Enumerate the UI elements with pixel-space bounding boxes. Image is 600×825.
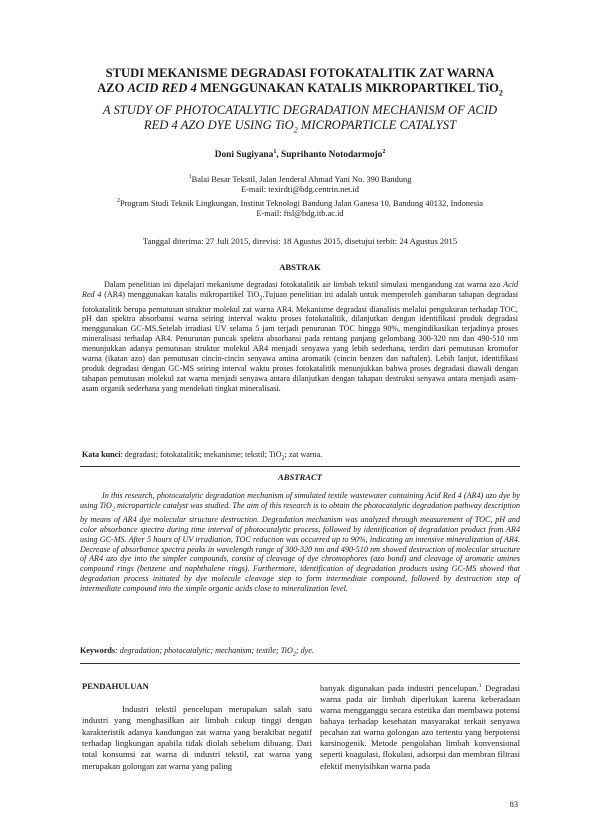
title-en-line-2: RED 4 AZO DYE USING TiO$_2$ MICROPARTICLE CATALYST (143, 118, 457, 135)
author-2: Suprihanto Notodarmojo (281, 150, 383, 161)
divider-rule (80, 466, 520, 467)
abstract-body: In this research, photocatalytic degradation mechanism of simulated textile wastewater containing Acid Red 4 (AR4) azo dye by using TiO$_2$ microparticle catalyst was studied. The aim of this research is to obtain the photocatalytic degradation pathway description by means of AR4 dye molecular structure destruction. Degradation mechanism was analyzed through measurement of TOC, pH and color absorbance spectra during time interval of photocatalytic process, followed by identification of degradation product from AR4 using GC-MS. After 5 hours of UV irradiation, TOC reduction was occurred up to 90%, indicating an intensive mineralization of AR4. Decrease of absorbance spectra peaks in wavelength range of 300-320 nm and 490-510 nm showed destruction of molecular structure of AR4 azo dye into the simpler compounds, consist of cleavage of dye chromophores (azo bond) and cleavage of aromatic amines compound rings (benzene and naphthalene rings). Furthermore, identification of degradation products using GC-MS showed that degradation process initiated by dye molecule cleavage step to form intermediate compound, followed by destruction step of intermediate compound into the simple organic acids close to mineralization level. (80, 491, 520, 593)
kata-kunci: Kata kunci: degradasi; fotokatalitik; mekanisme; tekstil; TiO$_2$; zat warna. (82, 450, 323, 462)
title-en-line-1: A STUDY OF PHOTOCATALYTIC DEGRADATION MECHANISM OF ACID (102, 103, 498, 117)
divider-rule-2 (80, 663, 520, 664)
submission-dates: Tanggal diterima: 27 Juli 2015, direvisi: 18 Agustus 2015, disetujui terbit: 24 Agustus 2015 (142, 236, 458, 246)
abstrak-body: Dalam penelitian ini dipelajari mekanisme degradasi fotokatalitik air limbah tekstil simulasi mengandung zat warna azo Acid Red 4 (AR4) menggunakan katalis mikropartikel TiO$_2$.Tujuan penelitian ini adalah untuk memperoleh gambaran tahapan degradasi fotokatalitik berupa pemutusan struktur molekul zat warna AR4. Mekanisme degradasi dianalisis melalui pengukuran terhadap TOC, pH dan spektra absorbansi warna seiring interval waktu proses fotokatalitik, dilanjutkan dengan identifikasi produk degradasi menggunakan GC-MS.Setelah irradiasi UV selama 5 jam terjadi penurunan TOC hingga 90%, mengindikasikan terjadinya proses mineralisasi terhadap AR4. Penurunan puncak spektra absorbansi pada rentang panjang gelombang 300-320 nm dan 490-510 nm menunjukkan adanya pemutusan struktur molekul AR4 menjadi senyawa yang lebih sederhana, terdiri dari pemutusan kromofor warna (ikatan azo) dan pemutusan cincin-cincin senyawa amina aromatik (cincin benzen dan naftalen). Lebih lanjut, identifikasi produk degradasi dengan GC-MS seiring interval waktu proses fotokatalitik menunjukkan bahwa proses degradasi diawali dengan tahapan pemutusan molekul zat warna menjadi senyawa antara dilanjutkan dengan tahapan destruksi senyawa antara menjadi asam-asam organik sederhana yang mendekati tingkat mineralisasi. (82, 280, 518, 394)
section-heading-pendahuluan: PENDAHULUAN (82, 681, 149, 691)
kata-kunci-label: Kata kunci (82, 450, 121, 459)
keywords-label: Keywords (80, 646, 116, 655)
title-id-line-2: AZO ACID RED 4 MENGGUNAKAN KATALIS MIKROPARTIKEL TiO$_2$ (97, 81, 503, 98)
paper-title-indonesian (40, 66, 560, 101)
affiliation-1-email: E-mail: texirdti@bdg.centrin.net.id (241, 185, 359, 195)
intro-left-column: Industri tekstil pencelupan merupakan salah satu industri yang menghasilkan air limbah cukup tinggi dengan karakteristik adanya kandungan zat warna yang berakibat negatif terhadap lingkungan apabila tidak diolah sebelum dibuang. Dari total konsumsi zat warna di industri tekstil, zat warna yang merupakan golongan zat warna yang paling (82, 704, 312, 771)
keywords: Keywords: degradation; photocatalytic; mechanism; textile; TiO$_2$; dye. (80, 646, 314, 658)
abstrak-heading: ABSTRAK (279, 262, 321, 272)
abstract-heading: ABSTRACT (278, 472, 322, 482)
paper-title-english (40, 103, 560, 138)
affiliation-2: $^2$Program Studi Teknik Lingkungan, Institut Teknologi Bandung Jalan Ganesa 10, Bandung 40132, Indonesia (116, 197, 484, 208)
affiliations (40, 172, 560, 220)
intro-right-column: banyak digunakan pada industri pencelupan.$^1$ Degradasi warna pada air limbah diperlukan karena keberadaan warna mengganggu secara estetika dan membawa potensi bahaya terhadap kesehatan masyarakat terkait senyawa pecahan zat warna golongan azo tertentu yang berpotensi karsinogenik. Metode pengolahan limbah konvensional seperti koagulasi, flokulasi, adsorpsi dan membran filtrasi efektif menyisihkan warna pada (320, 682, 520, 771)
title-id-line-1: STUDI MEKANISME DEGRADASI FOTOKATALITIK ZAT WARNA (105, 66, 495, 80)
author-1: Doni Sugiyana (214, 150, 274, 161)
page-number: 83 (509, 800, 518, 809)
author-list: Doni Sugiyana$^1$, Suprihanto Notodarmojo$^2$ (214, 149, 386, 161)
affiliation-2-email: E-mail: ftsl@bdg.itb.ac.id (256, 209, 344, 219)
affiliation-1: $^1$Balai Besar Tekstil, Jalan Jenderal Ahmad Yani No. 390 Bandung (188, 174, 412, 184)
